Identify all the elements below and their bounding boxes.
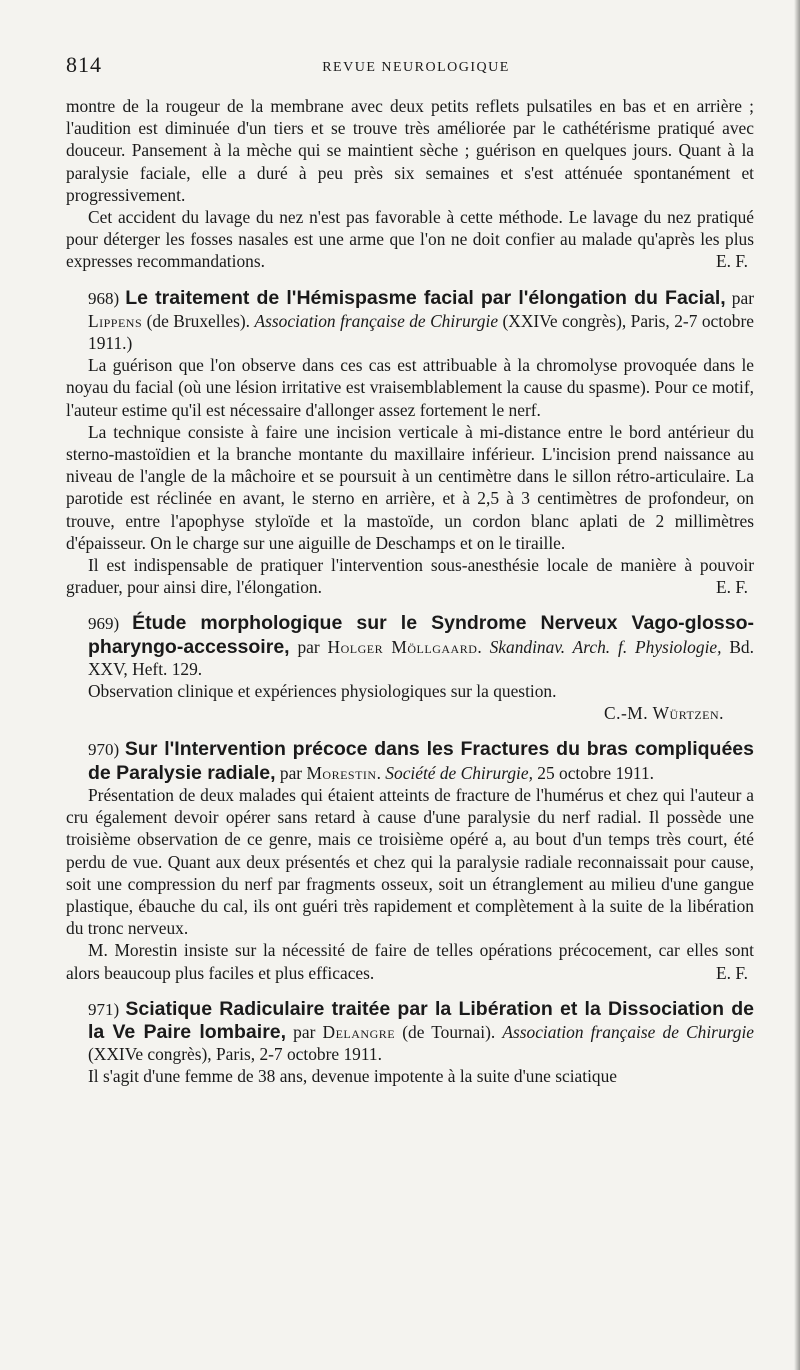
article-author: Lippens bbox=[88, 310, 143, 331]
article-source: Skandinav. Arch. f. Physiologie, bbox=[489, 636, 722, 657]
article-paragraph: Il est indispensable de pratiquer l'intervention sous-anesthésie locale de manière à pouvoir graduer, pour ainsi dire, l'élongation. bbox=[66, 555, 754, 598]
article-paragraph-last bbox=[66, 554, 754, 598]
article-number: 970) bbox=[88, 740, 120, 760]
article-969 bbox=[66, 612, 754, 724]
signature-text: C.-M. Würtzen. bbox=[604, 703, 724, 724]
article-title: Sur l'Intervention précoce dans les Fractures du bras compliquées de Paralysie radiale, bbox=[88, 738, 754, 784]
article-paragraph: Présentation de deux malades qui étaient atteints de fracture de l'humérus et chez qui l'auteur a cru également devoir opérer sans retard à cause d'une paralysie du nerf radial. Il possède une troisième observation de ce genre, mais ce troisième opéré a, au bout d'un temps très court, été perdu de vue. Quant aux deux présentés et chez qui la paralysie radiale reconnaissait pour cause, soit une compression du nerf par fragments osseux, soit un étranglement au milieu d'une gangue plastique, ébauche du cal, ils ont guéri très rapidement et complètement à la suite de la libération du tronc nerveux. bbox=[66, 784, 754, 939]
intro-paragraph-2 bbox=[66, 206, 754, 273]
intro-paragraph-1: montre de la rougeur de la membrane avec deux petits reflets pulsatiles en bas et en arrière ; l'audition est diminuée d'un tiers et se trouve très améliorée par le cathétérisme pratiqué avec douceur. Pansement à la mèche qui se maintient sèche ; guérison en quelques jours. Quant à la paralysie faciale, elle a duré à peu près six semaines et s'est atténuée spontanément et progressivement. bbox=[66, 96, 754, 205]
article-heading bbox=[66, 287, 754, 355]
article-number: 969) bbox=[88, 614, 120, 634]
article-by: par bbox=[286, 1021, 323, 1042]
article-source-rest: (XXIVe congrès), Paris, 2-7 octobre 1911.) bbox=[88, 310, 754, 354]
article-source-rest: Bd. XXV, Heft. 129. bbox=[88, 636, 754, 679]
article-author: Morestin bbox=[306, 762, 377, 783]
article-971 bbox=[66, 998, 754, 1088]
running-head: REVUE NEUROLOGIQUE bbox=[322, 60, 510, 75]
article-author-rest: (de Tournai). bbox=[395, 1021, 503, 1042]
article-source: Société de Chirurgie, bbox=[385, 762, 533, 783]
article-number: 971) bbox=[88, 999, 120, 1019]
article-heading bbox=[66, 738, 754, 783]
article-author: Holger Möllgaard bbox=[327, 636, 478, 657]
article-title: Le traitement de l'Hémispasme facial par l'élongation du Facial, bbox=[125, 286, 726, 309]
signature bbox=[66, 702, 754, 724]
article-title: Sciatique Radiculaire traitée par la Libération et la Dissociation de la Ve Paire lombaire, bbox=[88, 997, 754, 1043]
article-source-rest: (XXIVe congrès), Paris, 2-7 octobre 1911. bbox=[88, 1044, 382, 1065]
article-by: par bbox=[275, 762, 307, 783]
intro-paragraph-2-text: Cet accident du lavage du nez n'est pas favorable à cette méthode. Le lavage du nez pratiqué pour déterger les fosses nasales est une arme que l'on ne doit confier au malade qu'après les plus expresses recommandations. bbox=[66, 207, 754, 272]
page-header bbox=[66, 52, 766, 82]
article-number: 968) bbox=[88, 288, 120, 308]
signature: E. F. bbox=[716, 962, 748, 983]
page-body bbox=[66, 95, 754, 1088]
article-heading bbox=[66, 612, 754, 680]
article-paragraph: Il s'agit d'une femme de 38 ans, devenue impotente à la suite d'une sciatique bbox=[88, 1066, 618, 1087]
page-number: 814 bbox=[66, 52, 102, 77]
article-heading bbox=[66, 998, 754, 1066]
article-author: Delangre bbox=[322, 1021, 396, 1042]
article-author-rest: . bbox=[376, 762, 386, 783]
article-paragraph-last bbox=[66, 939, 754, 983]
article-source: Association française de Chirurgie bbox=[254, 310, 499, 331]
article-paragraph: La guérison que l'on observe dans ces cas est attribuable à la chromolyse provoquée dans le noyau du facial (où une lésion irritative est vraisemblablement la cause du spasme). Pour ce motif, l'auteur estime qu'il est nécessaire d'allonger assez fortement le nerf. bbox=[66, 355, 754, 420]
article-paragraph: La technique consiste à faire une incision verticale à mi-distance entre le bord antérieur du sterno-mastoïdien et la branche montante du maxillaire inférieur. L'incision prend naissance au niveau de l'angle de la mâchoire et se poursuit à un centimètre dans le sillon rétro-articulaire. La parotide est réclinée en avant, le sterno en arrière, et à 2,5 à 3 centimètres de profondeur, on trouve, entre l'apophyse styloïde et la mastoïde, un cordon blanc aplati de 2 millimètres d'épaisseur. On le charge sur une aiguille de Deschamps et on le tiraille. bbox=[66, 421, 754, 553]
article-author-rest: . bbox=[477, 636, 490, 657]
signature: E. F. bbox=[716, 251, 748, 272]
page-edge-shadow bbox=[794, 0, 800, 1370]
article-by: par bbox=[289, 636, 328, 657]
article-970 bbox=[66, 738, 754, 983]
article-paragraph: M. Morestin insiste sur la nécessité de faire de telles opérations précocement, car elles sont alors beaucoup plus faciles et plus efficaces. bbox=[66, 940, 754, 983]
article-author-rest: (de Bruxelles). bbox=[142, 310, 255, 331]
article-source-rest: 25 octobre 1911. bbox=[532, 762, 654, 783]
article-968 bbox=[66, 287, 754, 599]
article-by: par bbox=[725, 287, 754, 308]
article-paragraph: Observation clinique et expériences physiologiques sur la question. bbox=[88, 681, 557, 702]
article-source: Association française de Chirurgie bbox=[502, 1021, 755, 1042]
article-title: Étude morphologique sur le Syndrome Nerveux Vago-glosso-pharyngo-accessoire, bbox=[88, 612, 754, 658]
signature: E. F. bbox=[716, 577, 748, 598]
